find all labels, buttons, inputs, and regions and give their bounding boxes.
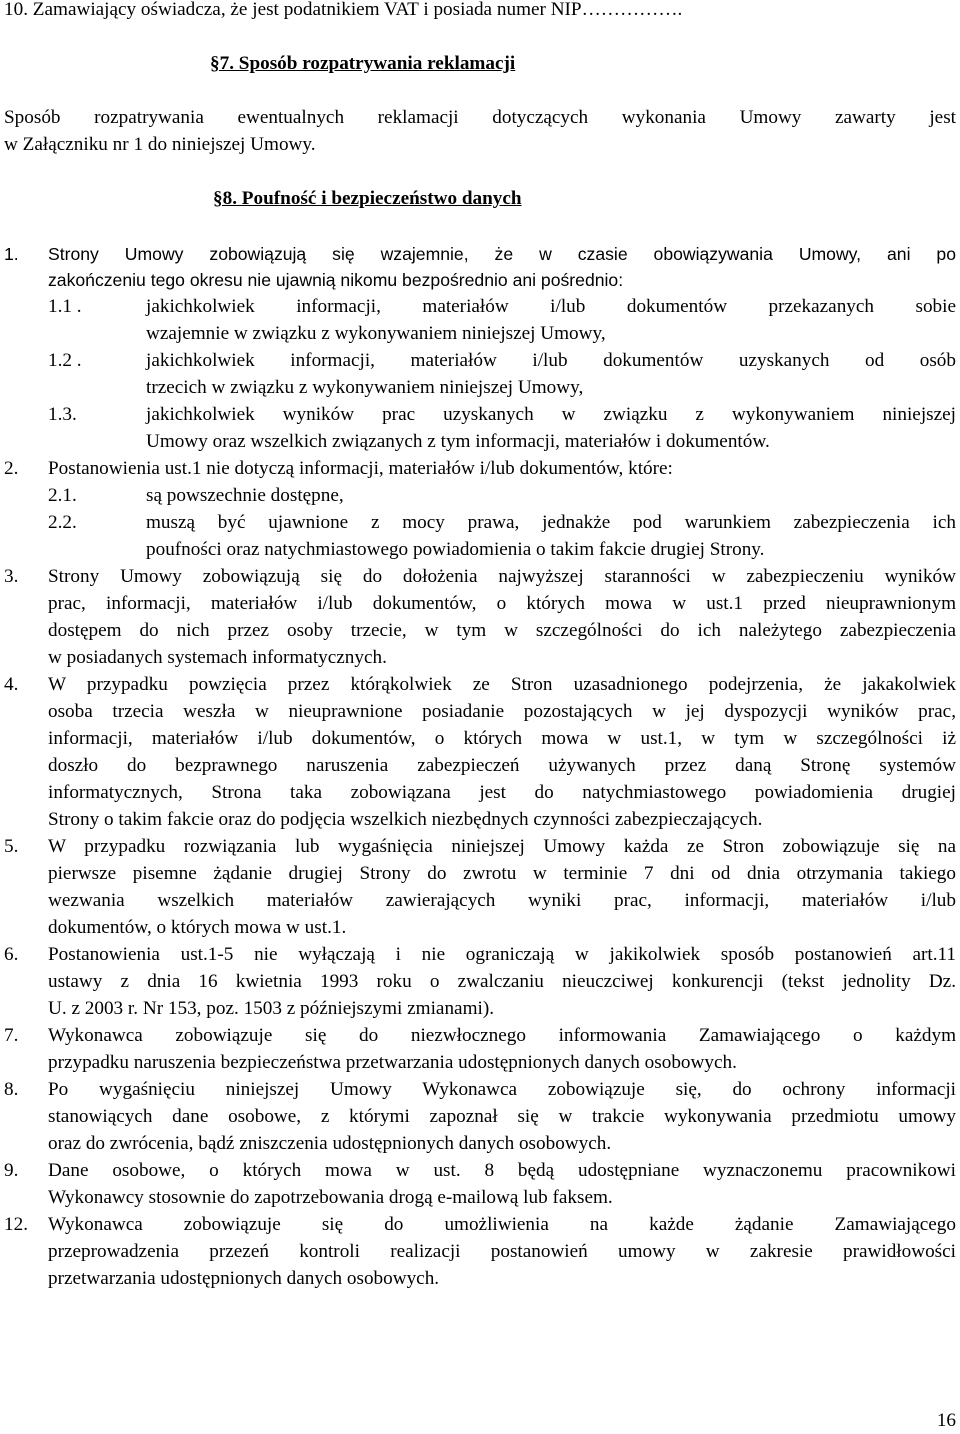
item-6-line-1: Postanowienia ust.1-5 nie wyłączają i nie ograniczają w jakikolwiek sposób postanowień art.11 [48, 944, 956, 965]
item-9-line-2: Wykonawcy stosownie do zapotrzebowania drogą e-mailową lub faksem. [48, 1187, 613, 1208]
item-number: 4. [4, 674, 19, 695]
subitem-2-1-line-1: są powszechnie dostępne, [146, 485, 344, 506]
subitem-1-1-line-2: wzajemnie w związku z wykonywaniem niniejszej Umowy, [146, 323, 606, 344]
item-9-line-1: Dane osobowe, o których mowa w ust. 8 będą udostępniane wyznaczonemu pracownikowi [48, 1160, 956, 1181]
subitem-number: 1.2 . [48, 350, 82, 371]
item-4-line-3: informacji, materiałów i/lub dokumentów, o których mowa w ust.1, w tym w szczególności iż [48, 728, 956, 749]
item-5-line-4: dokumentów, o których mowa w ust.1. [48, 917, 347, 938]
item-1-line-2: zakończeniu tego okresu nie ujawnią nikomu bezpośrednio ani pośrednio: [48, 270, 624, 290]
subitem-1-3-line-1: jakichkolwiek wyników prac uzyskanych w związku z wykonywaniem niniejszej [146, 404, 956, 425]
item-number: 8. [4, 1079, 19, 1100]
item-number: 2. [4, 458, 19, 479]
item-7-line-1: Wykonawca zobowiązuje się do niezwłocznego informowania Zamawiającego o każdym [48, 1025, 956, 1046]
subitem-number: 2.1. [48, 485, 77, 506]
vat-statement: 10. Zamawiający oświadcza, że jest podatnikiem VAT i posiada numer NIP……………. [4, 0, 683, 20]
subitem-number: 2.2. [48, 512, 77, 533]
item-number: 5. [4, 836, 19, 857]
item-8-line-3: oraz do zwrócenia, bądź zniszczenia udostępnionych danych osobowych. [48, 1133, 612, 1154]
item-number: 9. [4, 1160, 19, 1181]
page-number: 16 [936, 1410, 956, 1431]
item-3-line-1: Strony Umowy zobowiązują się do dołożenia najwyższej staranności w zabezpieczeniu wyników [48, 566, 956, 587]
section-7-text-line-2: w Załączniku nr 1 do niniejszej Umowy. [4, 134, 316, 155]
subitem-1-3-line-2: Umowy oraz wszelkich związanych z tym informacji, materiałów i dokumentów. [146, 431, 770, 452]
subitem-1-2-line-2: trzecich w związku z wykonywaniem niniejszej Umowy, [146, 377, 584, 398]
item-5-line-3: wezwania wszelkich materiałów zawierających wyniki prac, informacji, materiałów i/lub [48, 890, 956, 911]
section-7-heading: §7. Sposób rozpatrywania reklamacji [210, 53, 516, 74]
item-12-line-2: przeprowadzenia przezeń kontroli realizacji postanowień umowy w zakresie prawidłowości [48, 1241, 956, 1262]
item-8-line-2: stanowiących dane osobowe, z którymi zapoznał się w trakcie wykonywania przedmiotu umowy [48, 1106, 956, 1127]
item-6-line-2: ustawy z dnia 16 kwietnia 1993 roku o zwalczaniu nieuczciwej konkurencji (tekst jednolity Dz. [48, 971, 956, 992]
item-4-line-4: doszło do bezprawnego naruszenia zabezpieczeń używanych przez daną Stronę systemów [48, 755, 956, 776]
item-4-line-5: informatycznych, Strona taka zobowiązana jest do natychmiastowego powiadomienia drugiej [48, 782, 956, 803]
item-1-line-1: Strony Umowy zobowiązują się wzajemnie, że w czasie obowiązywania Umowy, ani po [48, 244, 956, 264]
item-number: 1. [4, 244, 19, 264]
section-7-text-line-1: Sposób rozpatrywania ewentualnych reklamacji dotyczących wykonania Umowy zawarty jest [4, 107, 956, 128]
item-6-line-3: U. z 2003 r. Nr 153, poz. 1503 z późniejszymi zmianami). [48, 998, 495, 1019]
subitem-2-2-line-1: muszą być ujawnione z mocy prawa, jednakże pod warunkiem zabezpieczenia ich [146, 512, 956, 533]
item-5-line-1: W przypadku rozwiązania lub wygaśnięcia niniejszej Umowy każda ze Stron zobowiązuje się na [48, 836, 956, 857]
item-number: 12. [4, 1214, 28, 1235]
section-8-heading: §8. Poufność i bezpieczeństwo danych [213, 188, 522, 209]
item-12-line-1: Wykonawca zobowiązuje się do umożliwienia na każde żądanie Zamawiającego [48, 1214, 956, 1235]
subitem-2-2-line-2: poufności oraz natychmiastowego powiadomienia o takim fakcie drugiej Strony. [146, 539, 765, 560]
item-4-line-6: Strony o takim fakcie oraz do podjęcia wszelkich niezbędnych czynności zabezpieczających. [48, 809, 763, 830]
subitem-number: 1.1 . [48, 296, 82, 317]
item-number: 6. [4, 944, 19, 965]
item-7-line-2: przypadku naruszenia bezpieczeństwa przetwarzania udostępnionych danych osobowych. [48, 1052, 737, 1073]
item-2-line-1: Postanowienia ust.1 nie dotyczą informacji, materiałów i/lub dokumentów, które: [48, 458, 673, 479]
item-4-line-1: W przypadku powzięcia przez którąkolwiek ze Stron uzasadnionego podejrzenia, że jakakolwiek [48, 674, 956, 695]
subitem-1-1-line-1: jakichkolwiek informacji, materiałów i/lub dokumentów przekazanych sobie [146, 296, 956, 317]
item-number: 7. [4, 1025, 19, 1046]
item-3-line-4: w posiadanych systemach informatycznych. [48, 647, 387, 668]
item-3-line-2: prac, informacji, materiałów i/lub dokumentów, o których mowa w ust.1 przed nieuprawnionym [48, 593, 956, 614]
item-4-line-2: osoba trzecia weszła w nieuprawnione posiadanie pozostających w jej dyspozycji wyników prac, [48, 701, 956, 722]
item-12-line-3: przetwarzania udostępnionych danych osobowych. [48, 1268, 440, 1289]
item-8-line-1: Po wygaśnięciu niniejszej Umowy Wykonawca zobowiązuje się, do ochrony informacji [48, 1079, 956, 1100]
item-3-line-3: dostępem do nich przez osoby trzecie, w tym w szczególności do ich należytego zabezpieczenia [48, 620, 956, 641]
item-number: 3. [4, 566, 19, 587]
subitem-number: 1.3. [48, 404, 77, 425]
subitem-1-2-line-1: jakichkolwiek informacji, materiałów i/lub dokumentów uzyskanych od osób [146, 350, 956, 371]
item-5-line-2: pierwsze pisemne żądanie drugiej Strony do zwrotu w terminie 7 dni od dnia otrzymania takiego [48, 863, 956, 884]
